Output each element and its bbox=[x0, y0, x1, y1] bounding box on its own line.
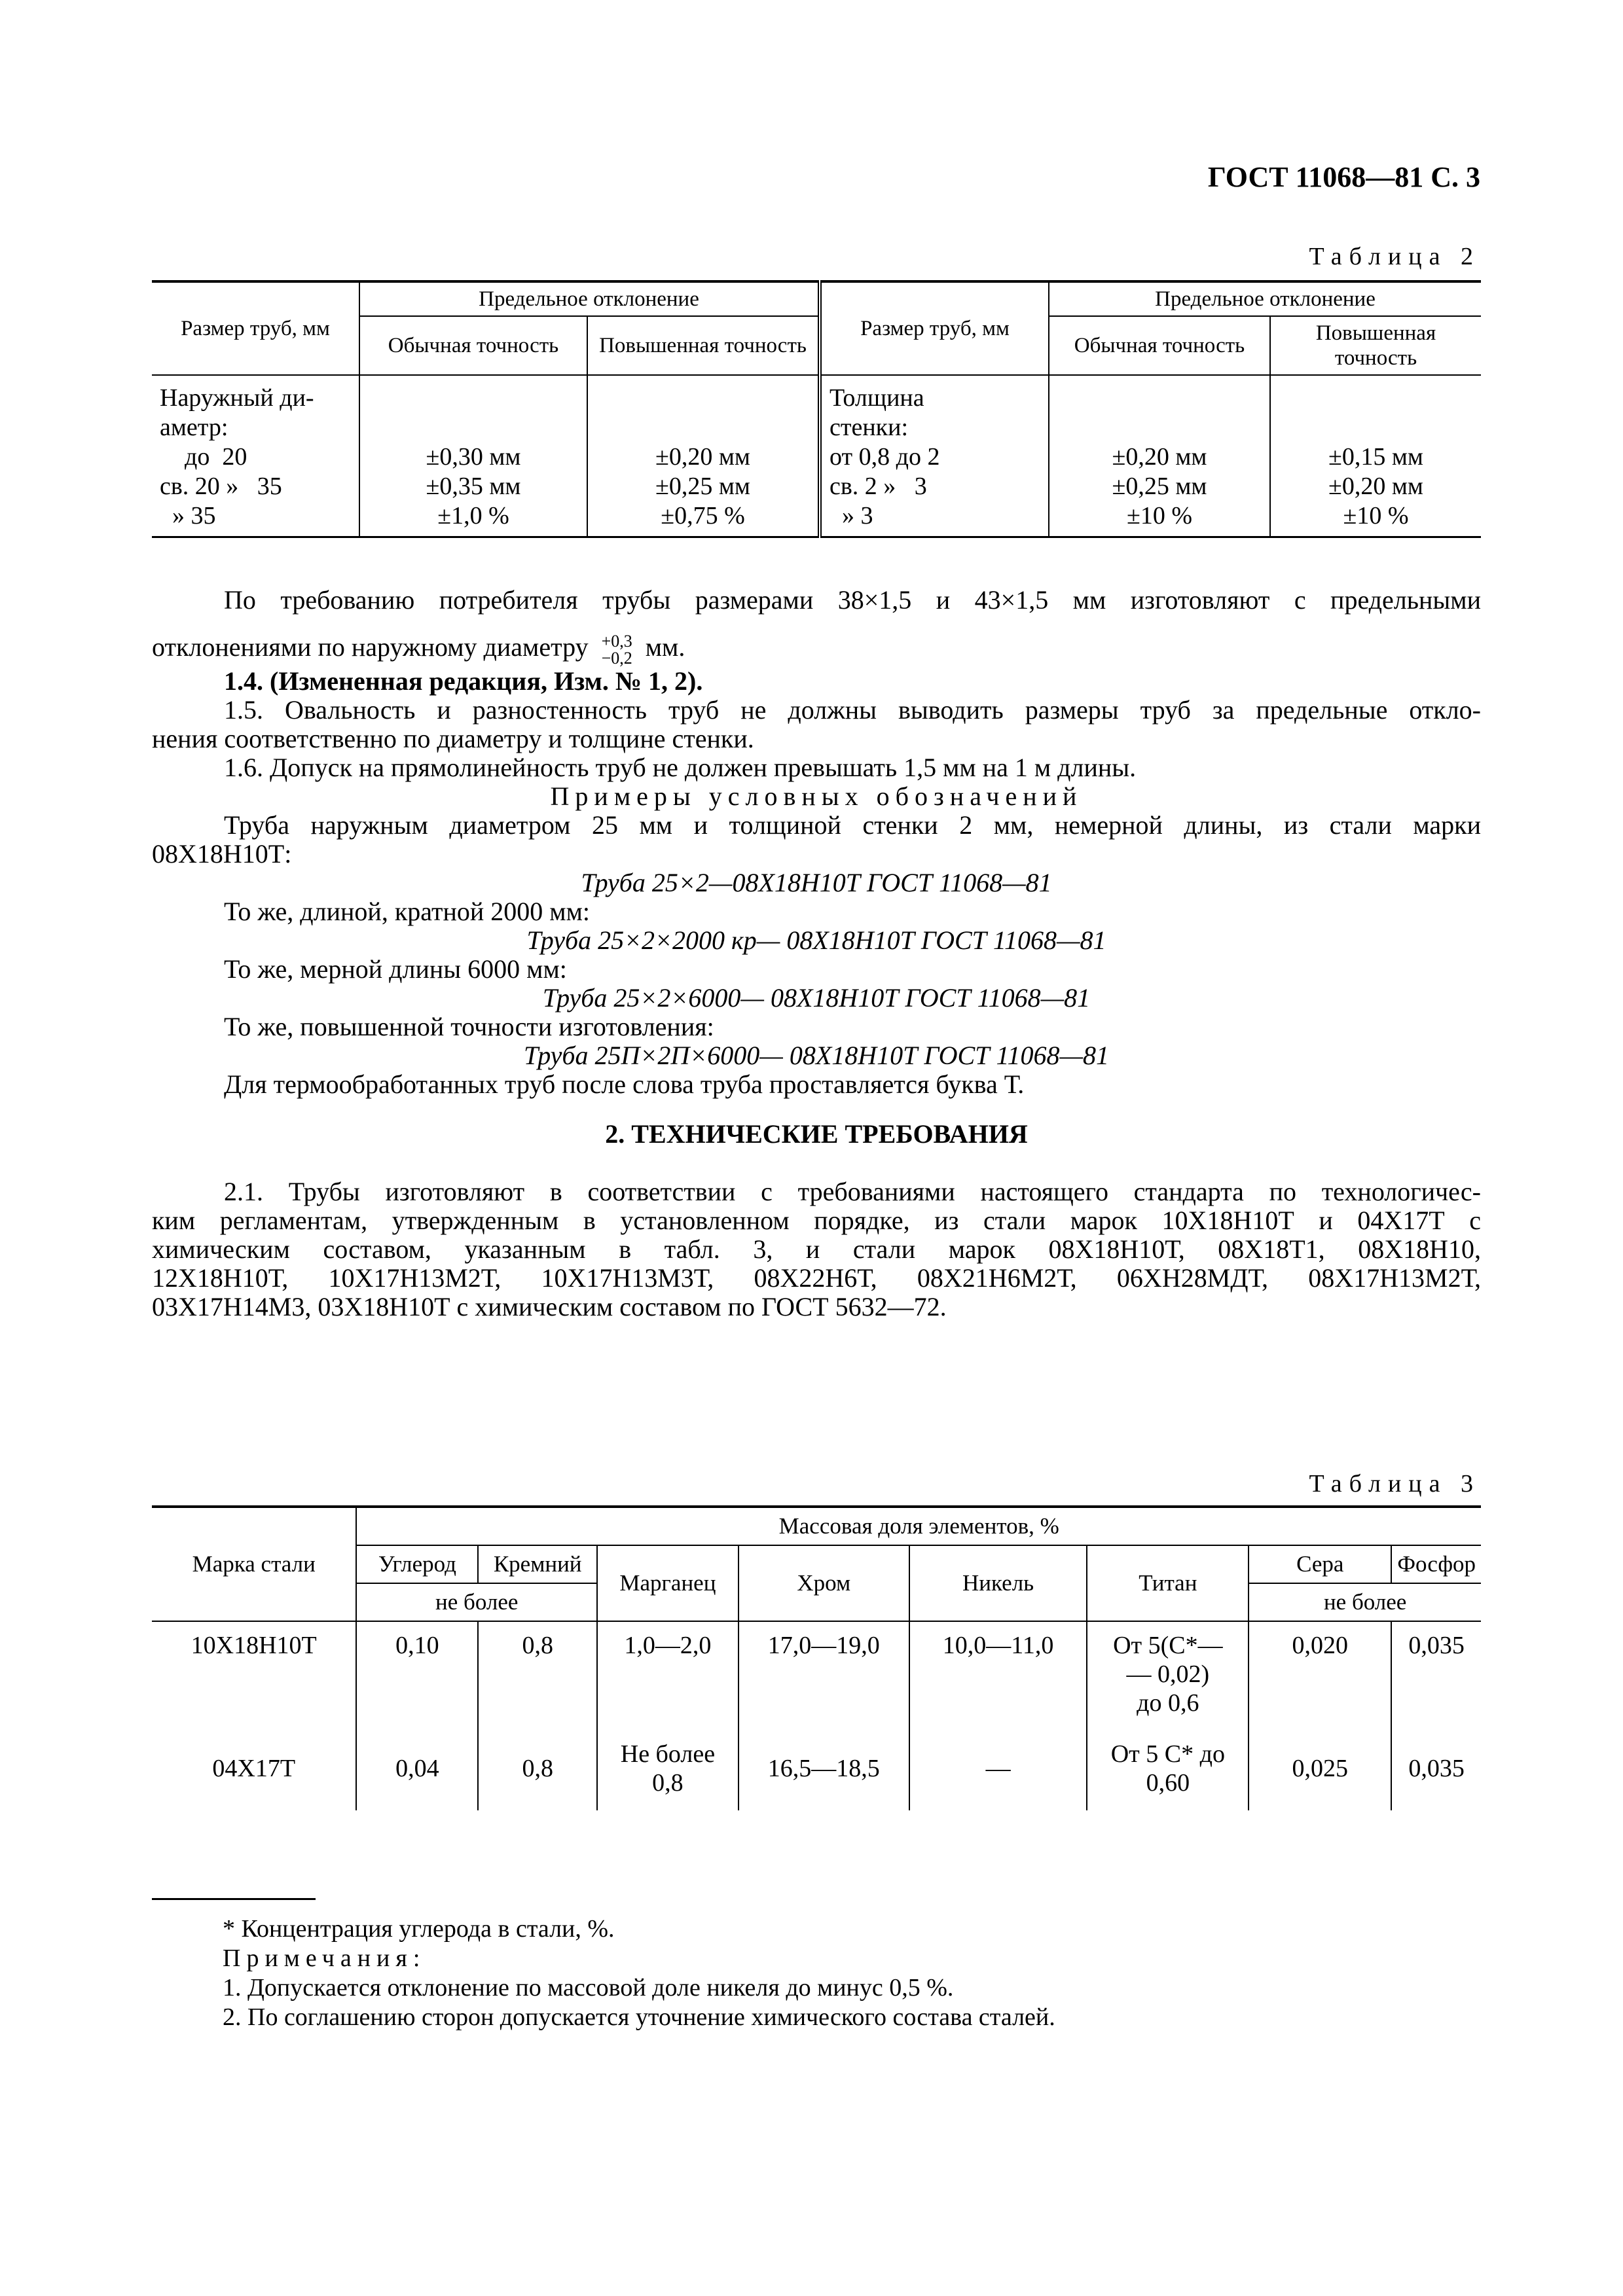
t3-header-mass: Массовая доля элементов, % bbox=[356, 1507, 1481, 1545]
t3-header-carbon: Углерод bbox=[356, 1545, 478, 1583]
t3-ni-2: — bbox=[909, 1731, 1087, 1810]
table-2 bbox=[152, 280, 1481, 538]
tolerance-fraction: +0,3 −0,2 bbox=[601, 632, 632, 668]
t3-header-silicon: Кремний bbox=[478, 1545, 597, 1583]
t3-header-nomore-1: не более bbox=[356, 1583, 597, 1621]
t3-cr-2: 16,5—18,5 bbox=[739, 1731, 909, 1810]
t2-left-normal: ±0,30 мм ±0,35 мм ±1,0 % bbox=[359, 375, 587, 537]
t3-ti-1: От 5(С*— — 0,02) до 0,6 bbox=[1087, 1621, 1249, 1731]
t3-header-manganese: Марганец bbox=[597, 1545, 739, 1621]
t3-si-1: 0,8 bbox=[478, 1621, 597, 1731]
t3-p-2: 0,035 bbox=[1391, 1731, 1481, 1810]
clause-2-1-line-2: ким регламентам, утвержденным в установленном порядке, из стали марок 10Х18Н10Т и 04Х17Т с bbox=[152, 1206, 1481, 1235]
t2-header-size-2: Размер труб, мм bbox=[820, 281, 1049, 375]
example-1: Труба 25×2—08Х18Н10Т ГОСТ 11068—81 bbox=[581, 868, 1052, 897]
clause-1-6: 1.6. Допуск на прямолинейность труб не должен превышать 1,5 мм на 1 м длины. bbox=[224, 753, 1137, 782]
footnote-divider bbox=[152, 1898, 316, 1900]
t3-ni-1: 10,0—11,0 bbox=[909, 1621, 1087, 1731]
t3-header-titanium: Титан bbox=[1087, 1545, 1249, 1621]
t3-header-chromium: Хром bbox=[739, 1545, 909, 1621]
t3-c-1: 0,10 bbox=[356, 1621, 478, 1731]
t3-si-2: 0,8 bbox=[478, 1731, 597, 1810]
clause-2-1-line-3: химическим составом, указанным в табл. 3, и стали марок 08Х18Н10Т, 08Х18Т1, 08Х18Н10, bbox=[152, 1234, 1481, 1264]
t2-header-normal: Обычная точность bbox=[359, 316, 587, 375]
notes-title: Примечания: bbox=[223, 1945, 426, 1972]
table2-caption: Таблица 2 bbox=[1309, 243, 1480, 270]
example-4-text: То же, повышенной точности изготовления: bbox=[224, 1012, 714, 1041]
clause-1-5-b: нения соответственно по диаметру и толщине стенки. bbox=[152, 724, 754, 753]
clause-1-4: 1.4. (Измененная редакция, Изм. № 1, 2). bbox=[224, 666, 703, 696]
t3-s-1: 0,020 bbox=[1249, 1621, 1391, 1731]
t2-header-high: Повышенная точность bbox=[587, 316, 820, 375]
t2-left-high: ±0,20 мм ±0,25 мм ±0,75 % bbox=[587, 375, 820, 537]
note-1: 1. Допускается отклонение по массовой доле никеля до минус 0,5 %. bbox=[223, 1974, 954, 2001]
t2-right-normal: ±0,20 мм ±0,25 мм ±10 % bbox=[1049, 375, 1270, 537]
example-2-text: То же, длиной, кратной 2000 мм: bbox=[224, 897, 591, 926]
t2-header-size: Размер труб, мм bbox=[152, 281, 359, 375]
t2-header-normal-2: Обычная точность bbox=[1049, 316, 1270, 375]
example-4: Труба 25П×2П×6000— 08Х18Н10Т ГОСТ 11068—81 bbox=[523, 1041, 1110, 1070]
req-line-1: По требованию потребителя трубы размерами 38×1,5 и 43×1,5 мм изготовляют с предельными bbox=[224, 585, 1481, 615]
t3-header-sulfur: Сера bbox=[1249, 1545, 1391, 1583]
clause-2-1-line-5: 03Х17Н14М3, 03Х18Н10Т с химическим составом по ГОСТ 5632—72. bbox=[152, 1292, 947, 1321]
heat-treated-note: Для термообработанных труб после слова труба проставляется буква Т. bbox=[224, 1069, 1025, 1099]
t2-header-high-2: Повышенная точность bbox=[1270, 316, 1481, 375]
req-line-2: отклонениями по наружному диаметру +0,3 −0,2 мм. bbox=[152, 632, 685, 668]
example-2: Труба 25×2×2000 кр— 08Х18Н10Т ГОСТ 11068—81 bbox=[526, 925, 1106, 955]
t2-right-sizes: Толщина стенки: от 0,8 до 2 св. 2 » 3 » 3 bbox=[820, 375, 1049, 537]
t3-mn-1: 1,0—2,0 bbox=[597, 1621, 739, 1731]
clause-2-1-line-4: 12Х18Н10Т, 10Х17Н13М2Т, 10Х17Н13М3Т, 08Х22Н6Т, 08Х21Н6М2Т, 06ХН28МДТ, 08Х17Н13М2Т, bbox=[152, 1263, 1481, 1293]
table-3 bbox=[152, 1505, 1481, 1810]
page-header: ГОСТ 11068—81 С. 3 bbox=[1207, 161, 1480, 193]
t2-header-deviation-2: Предельное отклонение bbox=[1049, 281, 1481, 316]
t3-cr-1: 17,0—19,0 bbox=[739, 1621, 909, 1731]
t3-s-2: 0,025 bbox=[1249, 1731, 1391, 1810]
clause-1-5-a: 1.5. Овальность и разностенность труб не должны выводить размеры труб за предельные откло- bbox=[224, 695, 1481, 725]
footnote-star: * Концентрация углерода в стали, %. bbox=[223, 1915, 615, 1943]
example-3-text: То же, мерной длины 6000 мм: bbox=[224, 954, 567, 984]
table-row bbox=[152, 1621, 1481, 1731]
table3-caption: Таблица 3 bbox=[1309, 1470, 1480, 1498]
t3-header-grade: Марка стали bbox=[152, 1507, 356, 1621]
t3-header-phosphorus: Фосфор bbox=[1391, 1545, 1481, 1583]
table-row bbox=[152, 1731, 1481, 1810]
t3-mn-2: Не более 0,8 bbox=[597, 1731, 739, 1810]
note-2: 2. По соглашению сторон допускается уточнение химического состава сталей. bbox=[223, 2003, 1055, 2031]
t3-ti-2: От 5 С* до 0,60 bbox=[1087, 1731, 1249, 1810]
examples-title: Примеры условных обозначений bbox=[550, 781, 1083, 811]
t3-grade-1: 10Х18Н10Т bbox=[191, 1632, 317, 1659]
example-1-text-b: 08Х18Н10Т: bbox=[152, 839, 292, 869]
example-3: Труба 25×2×6000— 08Х18Н10Т ГОСТ 11068—81 bbox=[542, 983, 1091, 1013]
t3-header-nomore-2: не более bbox=[1249, 1583, 1481, 1621]
section-2-title: 2. ТЕХНИЧЕСКИЕ ТРЕБОВАНИЯ bbox=[605, 1119, 1028, 1149]
section-1-text bbox=[152, 586, 1481, 1321]
t3-header-nickel: Никель bbox=[909, 1545, 1087, 1621]
t2-right-high: ±0,15 мм ±0,20 мм ±10 % bbox=[1270, 375, 1481, 537]
t3-grade-2: 04Х17Т bbox=[212, 1755, 296, 1782]
t3-c-2: 0,04 bbox=[356, 1731, 478, 1810]
t2-header-deviation: Предельное отклонение bbox=[359, 281, 820, 316]
clause-2-1-line-1: 2.1. Трубы изготовляют в соответствии с требованиями настоящего стандарта по технологичес- bbox=[224, 1177, 1481, 1206]
t3-p-1: 0,035 bbox=[1391, 1621, 1481, 1731]
t2-left-sizes: Наружный ди- аметр: до 20 св. 20 » 35 » 35 bbox=[160, 384, 314, 529]
example-1-text-a: Труба наружным диаметром 25 мм и толщиной стенки 2 мм, немерной длины, из стали марки bbox=[224, 810, 1481, 840]
